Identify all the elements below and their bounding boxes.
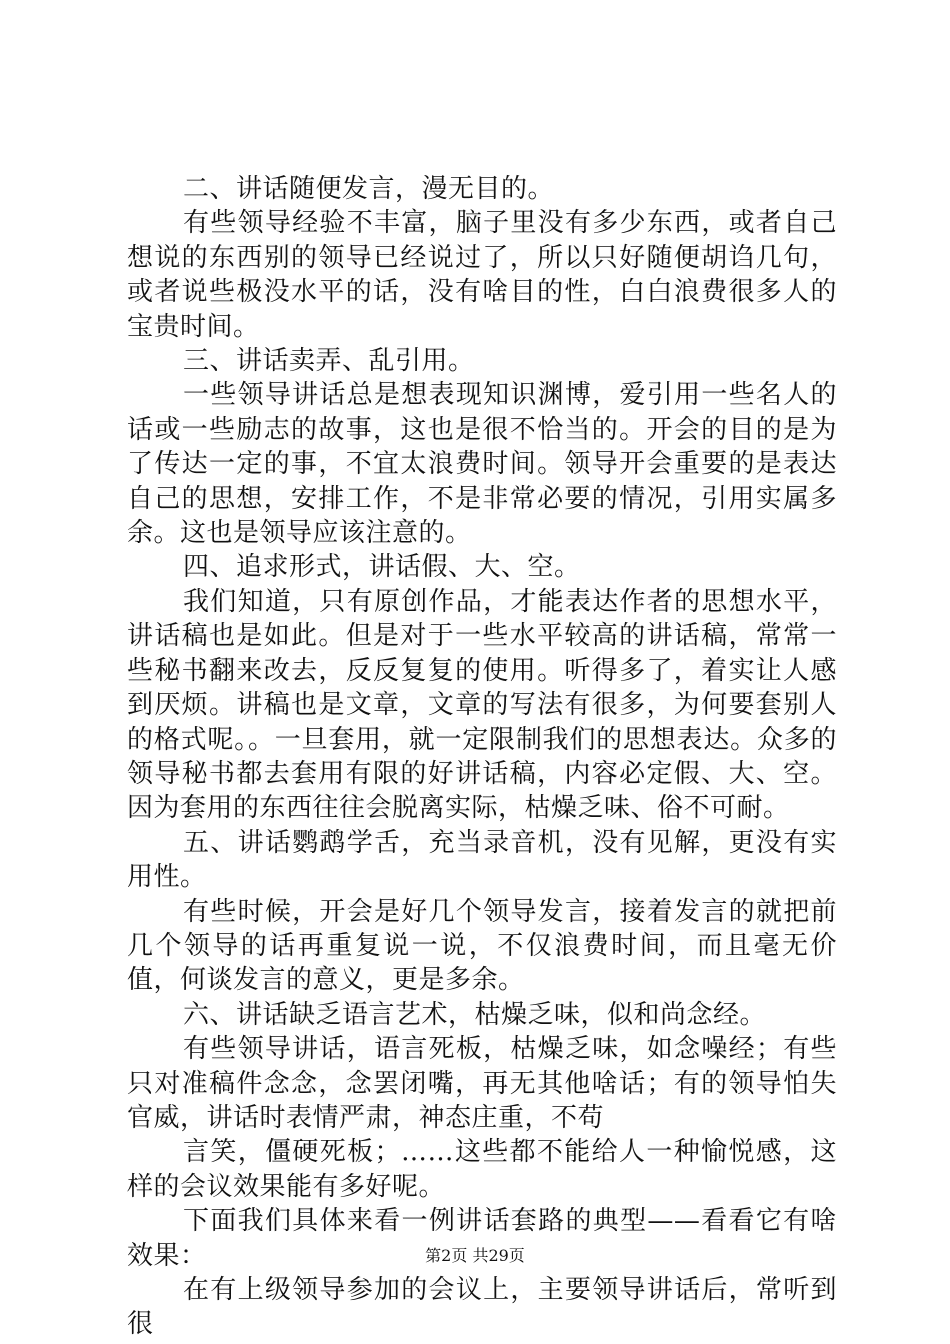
body-paragraph: 有些领导经验不丰富，脑子里没有多少东西，或者自己想说的东西别的领导已经说过了，所以只好随便胡诌几句，或者说些极没水平的话，没有啥目的性，白白浪费很多人的宝贵时间。 (127, 208, 837, 342)
body-paragraph: 下面我们具体来看一例讲话套路的典型——看看它有啥效果： (127, 1206, 837, 1271)
body-paragraph: 一些领导讲话总是想表现知识渊博，爱引用一些名人的话或一些励志的故事，这也是很不恰当的。开会的目的是为了传达一定的事，不宜太浪费时间。领导开会重要的是表达自己的思想，安排工作，不是非常必要的情况，引用实属多余。这也是领导应该注意的。 (127, 380, 837, 549)
section-heading: 二、讲话随便发言，漫无目的。 (183, 174, 555, 204)
body-paragraph: 我们知道，只有原创作品，才能表达作者的思想水平，讲话稿也是如此。但是对于一些水平较高的讲话稿，常常一些秘书翻来改去，反反复复的使用。听得多了，着实让人感到厌烦。讲稿也是文章，文章的写法有很多，为何要套别人的格式呢。。一旦套用，就一定限制我们的思想表达。众多的领导秘书都去套用有限的好讲话稿，内容必定假、大、空。因为套用的东西往往会脱离实际，枯燥乏味、俗不可耐。 (127, 586, 837, 824)
section-heading: 四、追求形式，讲话假、大、空。 (183, 552, 581, 583)
body-paragraph: 有些时候，开会是好几个领导发言，接着发言的就把前几个领导的话再重复说一说，不仅浪费时间，而且毫无价值，何谈发言的意义，更是多余。 (127, 896, 837, 996)
section-heading: 五、讲话鹦鹉学舌，充当录音机，没有见解，更没有实用性。 (127, 827, 837, 893)
page-number-footer: 第2页 共29页 (425, 1246, 525, 1265)
document-body (127, 172, 837, 1342)
body-paragraph: 在有上级领导参加的会议上，主要领导讲话后，常听到很 (127, 1275, 837, 1340)
section-heading: 三、讲话卖弄、乱引用。 (183, 346, 475, 377)
body-paragraph: 有些领导讲话，语言死板，枯燥乏味，如念噪经；有些只对准稿件念念，念罢闭嘴，再无其他啥话；有的领导怕失官威，讲话时表情严肃，神态庄重，不苟 (127, 1034, 837, 1133)
body-paragraph: 言笑，僵硬死板；……这些都不能给人一种愉悦感，这样的会议效果能有多好呢。 (127, 1137, 837, 1202)
section-heading: 六、讲话缺乏语言艺术，枯燥乏味，似和尚念经。 (183, 999, 767, 1030)
